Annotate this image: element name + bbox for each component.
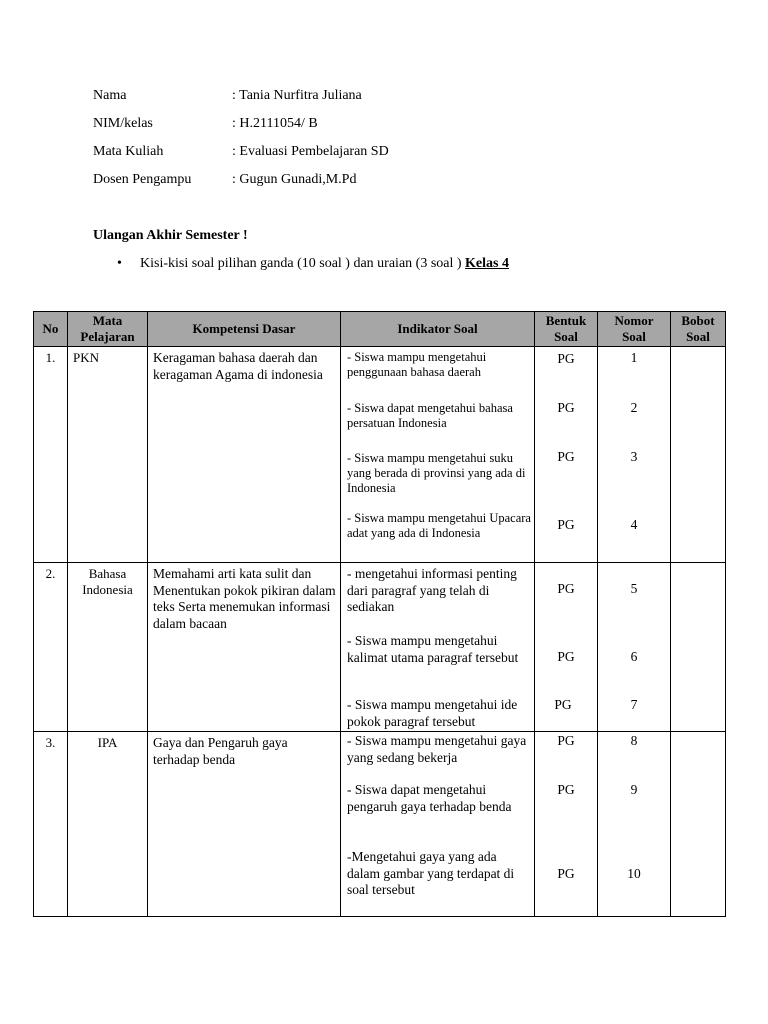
nomor-value: 2 bbox=[630, 400, 638, 415]
bullet-icon: • bbox=[117, 256, 122, 271]
competency-cell: Memahami arti kata sulit dan Menentukan pokok pikiran dalam teks Serta menemukan informasi dalam bacaan bbox=[148, 563, 341, 732]
indicator-item: - Siswa mampu mengetahui Upacara adat yang ada di Indonesia bbox=[347, 511, 531, 540]
info-value: : H.2111054/ B bbox=[232, 116, 318, 131]
bentuk-value: PG bbox=[557, 866, 575, 881]
bobot-cell bbox=[671, 563, 726, 732]
header-kompetensi-dasar: Kompetensi Dasar bbox=[148, 312, 341, 347]
info-value: : Gugun Gunadi,M.Pd bbox=[232, 172, 357, 187]
indicator-item: -Mengetahui gaya yang ada dalam gambar yang terdapat di soal tersebut bbox=[347, 849, 515, 897]
bullet-description: Kisi-kisi soal pilihan ganda (10 soal ) dan uraian (3 soal ) bbox=[140, 256, 466, 271]
table-row bbox=[34, 563, 726, 732]
bentuk-cell bbox=[535, 563, 598, 732]
nomor-value: 4 bbox=[630, 517, 638, 532]
table-header-row bbox=[34, 312, 726, 347]
indicator-cell bbox=[341, 347, 535, 563]
header-bentuk-soal: Bentuk Soal bbox=[535, 312, 598, 347]
bobot-cell bbox=[671, 732, 726, 917]
bentuk-value: PG bbox=[557, 649, 575, 664]
competency-cell: Keragaman bahasa daerah dan keragaman Agama di indonesia bbox=[148, 347, 341, 563]
bentuk-value: PG bbox=[557, 400, 575, 415]
nomor-value: 5 bbox=[630, 581, 638, 596]
indicator-item: - Siswa dapat mengetahui pengaruh gaya terhadap benda bbox=[347, 782, 512, 814]
header-bobot-soal: Bobot Soal bbox=[671, 312, 726, 347]
nomor-cell bbox=[598, 563, 671, 732]
info-label: Dosen Pengampu bbox=[93, 172, 192, 187]
header-indikator-soal: Indikator Soal bbox=[341, 312, 535, 347]
table-row bbox=[34, 732, 726, 917]
info-label: Nama bbox=[93, 88, 127, 103]
bentuk-cell bbox=[535, 732, 598, 917]
row-number: 3. bbox=[34, 732, 68, 917]
indicator-item: - Siswa mampu mengetahui gaya yang sedang bekerja bbox=[347, 733, 527, 765]
nomor-cell bbox=[598, 732, 671, 917]
bentuk-value: PG bbox=[557, 733, 575, 748]
kisi-kisi-table bbox=[33, 311, 726, 917]
indicator-cell bbox=[341, 732, 535, 917]
row-number: 1. bbox=[34, 347, 68, 563]
header-no: No bbox=[34, 312, 68, 347]
nomor-value: 6 bbox=[630, 649, 638, 664]
info-label: Mata Kuliah bbox=[93, 144, 164, 159]
bobot-cell bbox=[671, 347, 726, 563]
bentuk-value: PG bbox=[557, 351, 575, 366]
competency-cell: Gaya dan Pengaruh gaya terhadap benda bbox=[148, 732, 341, 917]
info-label: NIM/kelas bbox=[93, 116, 153, 131]
header-nomor-soal: Nomor Soal bbox=[598, 312, 671, 347]
info-value: : Tania Nurfitra Juliana bbox=[232, 88, 362, 103]
subject-cell: PKN bbox=[68, 347, 148, 563]
indicator-item: - Siswa mampu mengetahui ide pokok paragraf tersebut bbox=[347, 697, 518, 729]
row-number: 2. bbox=[34, 563, 68, 732]
nomor-value: 9 bbox=[630, 782, 638, 797]
table-row bbox=[34, 347, 726, 563]
header-mata-pelajaran: Mata Pelajaran bbox=[68, 312, 148, 347]
nomor-value: 7 bbox=[630, 697, 638, 712]
info-value: : Evaluasi Pembelajaran SD bbox=[232, 144, 389, 159]
subject-cell: Bahasa Indonesia bbox=[68, 563, 148, 732]
indicator-item: - Siswa mampu mengetahui suku yang berada di provinsi yang ada di Indonesia bbox=[347, 451, 526, 495]
bentuk-value: PG bbox=[557, 782, 575, 797]
indicator-item: - Siswa dapat mengetahui bahasa persatuan Indonesia bbox=[347, 401, 513, 430]
bullet-text bbox=[140, 256, 509, 272]
bentuk-value: PG bbox=[557, 517, 575, 532]
indicator-item: - Siswa mampu mengetahui penggunaan bahasa daerah bbox=[347, 350, 487, 379]
exam-heading: Ulangan Akhir Semester ! bbox=[93, 228, 248, 243]
bentuk-value: PG bbox=[554, 697, 572, 712]
nomor-value: 10 bbox=[627, 866, 641, 881]
indicator-item: - mengetahui informasi penting dari paragraf yang telah di sediakan bbox=[347, 566, 517, 614]
nomor-value: 8 bbox=[630, 733, 638, 748]
indicator-item: - Siswa mampu mengetahui kalimat utama paragraf tersebut bbox=[347, 633, 519, 665]
nomor-cell bbox=[598, 347, 671, 563]
bentuk-value: PG bbox=[557, 581, 575, 596]
subject-cell: IPA bbox=[68, 732, 148, 917]
bentuk-cell bbox=[535, 347, 598, 563]
nomor-value: 3 bbox=[630, 449, 638, 464]
indicator-cell bbox=[341, 563, 535, 732]
bentuk-value: PG bbox=[557, 449, 575, 464]
nomor-value: 1 bbox=[630, 350, 638, 365]
class-label: Kelas 4 bbox=[465, 256, 509, 271]
